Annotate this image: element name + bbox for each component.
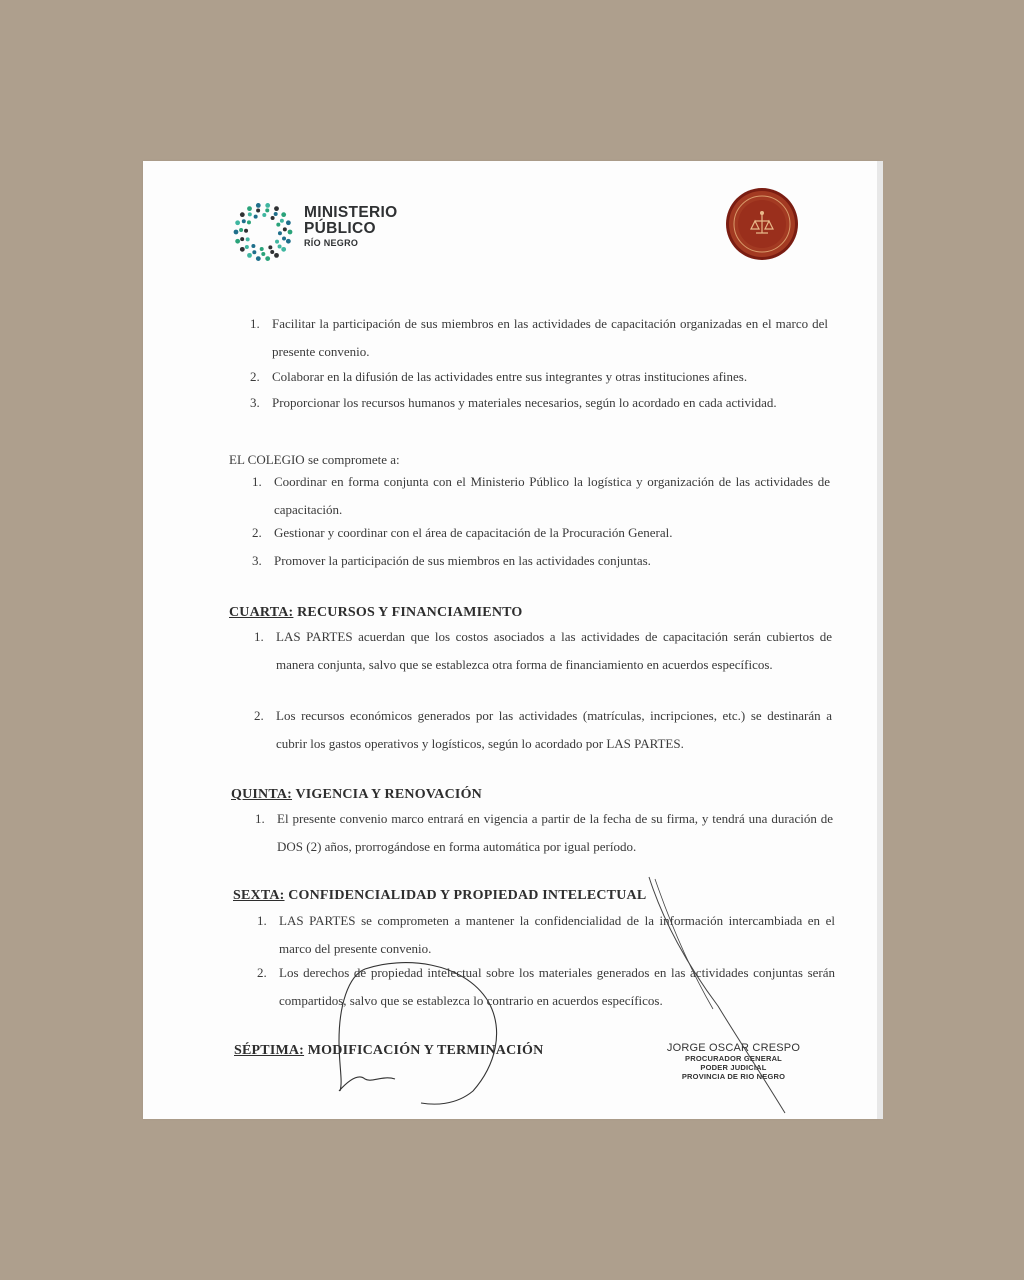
brand-line-1: MINISTERIO: [304, 204, 398, 221]
logo-dot: [248, 212, 252, 216]
logo-dot: [256, 209, 260, 213]
logo-dot: [276, 223, 280, 227]
list-number: 3.: [250, 395, 260, 410]
logo-dot: [275, 240, 279, 244]
list-text: Facilitar la participación de sus miembros en las actividades de capacitación organizadas en el marco del presente convenio.: [272, 316, 828, 359]
section-label: SÉPTIMA:: [234, 1043, 305, 1058]
section-heading-septima: [234, 1043, 543, 1059]
logo-dot: [278, 244, 282, 248]
section-label: SEXTA:: [233, 888, 285, 903]
logo-dot: [256, 256, 261, 261]
logo-dot: [271, 216, 275, 220]
list-item: [257, 907, 835, 963]
logo-dot: [251, 244, 255, 248]
logo-dot: [252, 250, 256, 254]
signatory-title: PROCURADOR GENERAL: [685, 1054, 782, 1063]
list-text: Los derechos de propiedad intelectual sobre los materiales generados en las actividades conjuntas serán compartidos, salvo que se establezca lo contrario en acuerdos específicos.: [279, 965, 835, 1008]
logo-dot: [254, 215, 258, 219]
signatory-institution: PODER JUDICIAL: [700, 1063, 767, 1072]
signatory-name: JORGE OSCAR CRESPO: [666, 1042, 801, 1054]
logo-dot: [265, 256, 270, 261]
section-heading-cuarta: [229, 605, 523, 621]
signatory-province: PROVINCIA DE RIO NEGRO: [681, 1072, 786, 1081]
logo-dot: [244, 229, 248, 233]
logo-dot: [247, 206, 252, 211]
logo-dot: [265, 203, 270, 208]
section-title: RECURSOS Y FINANCIAMIENTO: [293, 605, 523, 620]
logo-dot: [270, 250, 274, 254]
list-number: 1.: [255, 811, 265, 826]
list-number: 3.: [252, 553, 262, 568]
logo-dot: [234, 230, 239, 235]
logo-dot: [274, 253, 279, 258]
list-number: 1.: [254, 629, 264, 644]
colegio-seal-emblem: [725, 187, 799, 261]
logo-dot: [247, 220, 251, 224]
section-title: CONFIDENCIALIDAD Y PROPIEDAD INTELECTUAL: [284, 888, 647, 903]
section-label: CUARTA:: [229, 605, 294, 620]
list-item: [252, 547, 830, 575]
logo-dot: [245, 245, 249, 249]
list-item: [257, 959, 835, 1015]
logo-dot: [247, 253, 252, 258]
list-number: 1.: [252, 474, 262, 489]
logo-dot: [239, 228, 243, 232]
list-text: Los recursos económicos generados por las actividades (matrículas, incripciones, etc.) se destinarán a cubrir los gastos operativos y logísticos, según lo acordado por LAS PARTES.: [276, 708, 832, 751]
logo-dot: [288, 230, 293, 235]
document-page: [143, 161, 880, 1119]
brand-name: [304, 205, 397, 249]
ministerio-publico-ring-logo: [232, 201, 294, 263]
list-number: 1.: [257, 913, 267, 928]
logo-dot: [286, 220, 291, 225]
list-text: Coordinar en forma conjunta con el Ministerio Público la logística y organización de las actividades de capacitación.: [274, 474, 830, 517]
brand-line-2: PÚBLICO: [304, 220, 376, 237]
logo-dot: [283, 227, 287, 231]
logo-dot: [281, 247, 286, 252]
logo-dot: [240, 247, 245, 252]
logo-dot: [278, 231, 282, 235]
list-number: 2.: [257, 965, 267, 980]
logo-dot: [261, 252, 265, 256]
logo-dot: [286, 239, 291, 244]
list-text: Promover la participación de sus miembros en las actividades conjuntas.: [274, 553, 651, 568]
logo-dot: [260, 247, 264, 251]
list-item: [254, 623, 832, 679]
logo-dot: [240, 237, 244, 241]
list-text: El presente convenio marco entrará en vigencia a partir de la fecha de su firma, y tendrá una duración de DOS (2) años, prorrogándose en forma automática por igual período.: [277, 811, 833, 854]
section-title: VIGENCIA Y RENOVACIÓN: [292, 787, 482, 802]
list-item: [255, 805, 833, 861]
logo-dot: [274, 206, 279, 211]
section-heading-quinta: [231, 787, 482, 803]
logo-dot: [265, 208, 269, 212]
logo-dot: [235, 239, 240, 244]
logo-dot: [240, 212, 245, 217]
list-text: LAS PARTES se comprometen a mantener la confidencialidad de la información intercambiada en el marco del presente convenio.: [279, 913, 835, 956]
logo-dot: [262, 213, 266, 217]
page-edge: [877, 161, 880, 1119]
logo-dot: [235, 220, 240, 225]
list-item: [252, 519, 830, 547]
list-number: 2.: [254, 708, 264, 723]
list-number: 2.: [252, 525, 262, 540]
logo-dot: [281, 212, 286, 217]
logo-dot: [268, 245, 272, 249]
colegio-intro: EL COLEGIO se compromete a:: [229, 452, 400, 467]
section-heading-sexta: [233, 888, 646, 904]
logo-dot: [256, 203, 261, 208]
section-label: QUINTA:: [231, 787, 293, 802]
logo-dot: [246, 237, 250, 241]
brand-line-3: RÍO NEGRO: [304, 238, 359, 248]
list-text: Colaborar en la difusión de las actividades entre sus integrantes y otras instituciones afines.: [272, 369, 748, 384]
list-item: [250, 389, 828, 417]
list-item: [254, 702, 832, 758]
signature-stamp: [651, 1042, 816, 1081]
logo-dot: [280, 219, 284, 223]
list-item: [250, 310, 828, 366]
list-item: [252, 468, 830, 524]
list-item: [250, 363, 828, 391]
list-text: LAS PARTES acuerdan que los costos asociados a las actividades de capacitación serán cubiertos de manera conjunta, salvo que se establezca otra forma de financiamiento en acuerdos específicos.: [276, 629, 832, 672]
list-text: Gestionar y coordinar con el área de capacitación de la Procuración General.: [274, 525, 673, 540]
list-text: Proporcionar los recursos humanos y materiales necesarios, según lo acordado en cada actividad.: [272, 395, 777, 410]
list-number: 2.: [250, 369, 260, 384]
logo-dot: [242, 219, 246, 223]
list-number: 1.: [250, 316, 260, 331]
logo-dot: [274, 212, 278, 216]
section-title: MODIFICACIÓN Y TERMINACIÓN: [304, 1043, 544, 1058]
logo-dot: [282, 237, 286, 241]
